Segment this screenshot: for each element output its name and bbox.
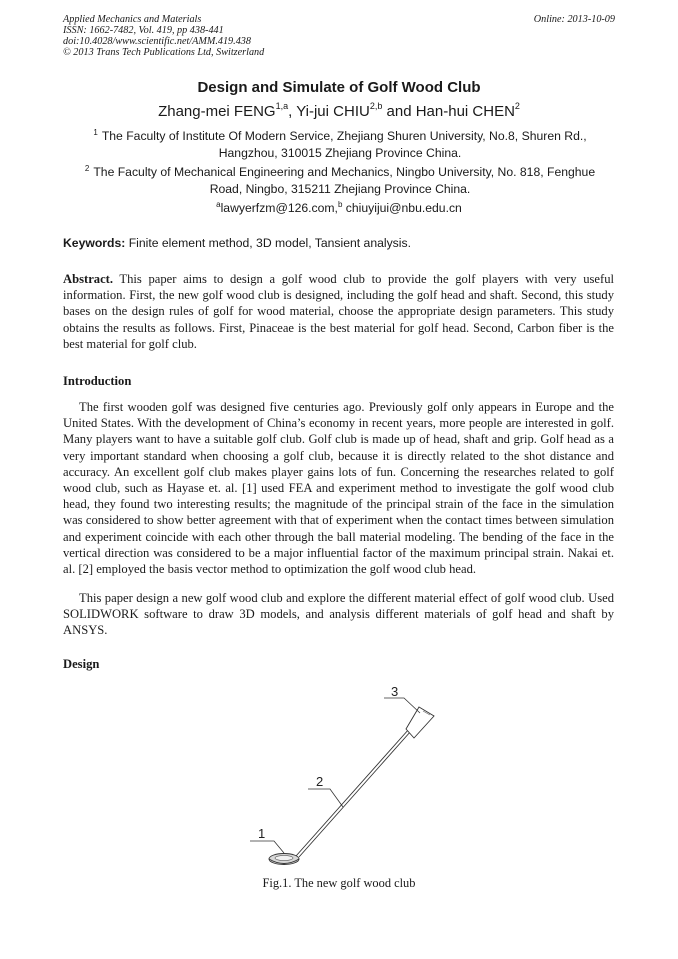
keywords [63,236,411,250]
affiliation-text: The Faculty of Mechanical Engineering and Mechanics, Ningbo University, No. 818, Fenghue Road, Ningbo, 315211 Zhejiang Province China. [93,165,596,196]
affiliation-number: 1 [93,128,98,137]
intro-paragraph-2: This paper design a new golf wood club and explore the different material effect of golf wood club. Used SOLIDWORK software to draw 3D models, and analysis different materials of golf head and shaft by ANSYS. [63,591,614,638]
author-sup: 2 [514,101,520,111]
keywords-label: Keywords: [63,236,126,250]
online-date: Online: 2013-10-09 [533,14,615,25]
author-sup: 1,a [275,101,289,111]
affiliation-1 [80,128,600,162]
introduction-heading: Introduction [63,374,132,388]
label-2: 2 [316,774,324,789]
email-sup: b [337,200,343,209]
doi-line[interactable]: doi:10.4028/www.scientific.net/AMM.419.438 [63,36,251,47]
email-line [0,201,678,215]
email-b[interactable]: chiuyijui@nbu.edu.cn [342,201,462,215]
label-1: 1 [258,826,266,841]
affiliation-text: The Faculty of Institute Of Modern Service, Zhejiang Shuren University, No.8, Shuren Rd., Hangzhou, 310015 Zhejiang Province China. [101,129,587,160]
author-list [0,103,678,120]
author-name: Yi-jui CHIU [296,103,370,120]
intro-paragraph-1: The first wooden golf was designed five centuries ago. Previously golf only appears in Europe and the United States. With the development of China’s economy in recent years, more people are interested in golf. Many players want to have a suitable golf club. Golf club is made up of head, shaft and grip. Golf head as a very important standard when choosing a golf club, because it is directly related to the shot distance and accuracy. An excellent golf club makes player gains lots of fun. Concerning the researches related to golf wood club, such as Hayase et. al. [1] used FEA and experiment method to investigate the golf wood club head, they found two interesting results; the magnitude of the principal strain of the face in the simulation was considered to show better agreement with that of experiment when the contact times between simulation and experiment coincide with each other through the ball material modeling. The bending of the face in the vertical direction was considered to be a major influential factor of the maximum principal strain. Nakai et. al. [2] employed the basis vector method to optimization the golf wood club head. [63,400,614,577]
club-grip [406,707,434,738]
abstract-label: Abstract. [63,272,114,286]
author-separator: and [382,103,416,120]
label-3: 3 [391,684,399,699]
abstract-paragraph [63,271,614,352]
club-shaft [296,729,411,857]
keywords-text: Finite element method, 3D model, Tansient analysis. [125,236,411,250]
email-sup: a [216,200,221,209]
copyright-line: © 2013 Trans Tech Publications Ltd, Switzerland [63,47,265,58]
author-sup: 2,b [369,101,383,111]
affiliation-number: 2 [84,164,90,173]
author-name: Han-hui CHEN [415,103,515,120]
figure-caption: Fig.1. The new golf wood club [262,876,416,890]
journal-header [63,14,264,58]
journal-name: Applied Mechanics and Materials [63,14,202,25]
paper-title: Design and Simulate of Golf Wood Club [197,79,481,96]
email-a[interactable]: lawyerfzm@126.com, [220,201,338,215]
abstract-text: This paper aims to design a golf wood club to provide the golf players with very useful information. First, the new golf wood club is designed, including the golf head and shaft. Second, this study bases on the design rules of golf for wood material, choose the appropriate design parameters. This study obtains the results as follows. First, Pinaceae is the best material for golf head. Second, Carbon fiber is the best material for golf club. [63,272,614,351]
leader-lines [250,698,420,853]
issn-line: ISSN: 1662-7482, Vol. 419, pp 438-441 [63,25,224,36]
club-head [269,854,299,865]
author-separator: , [288,103,297,120]
design-heading: Design [63,657,100,671]
affiliation-2 [80,164,600,198]
author-name: Zhang-mei FENG [158,103,276,120]
golf-club-figure [240,682,460,872]
